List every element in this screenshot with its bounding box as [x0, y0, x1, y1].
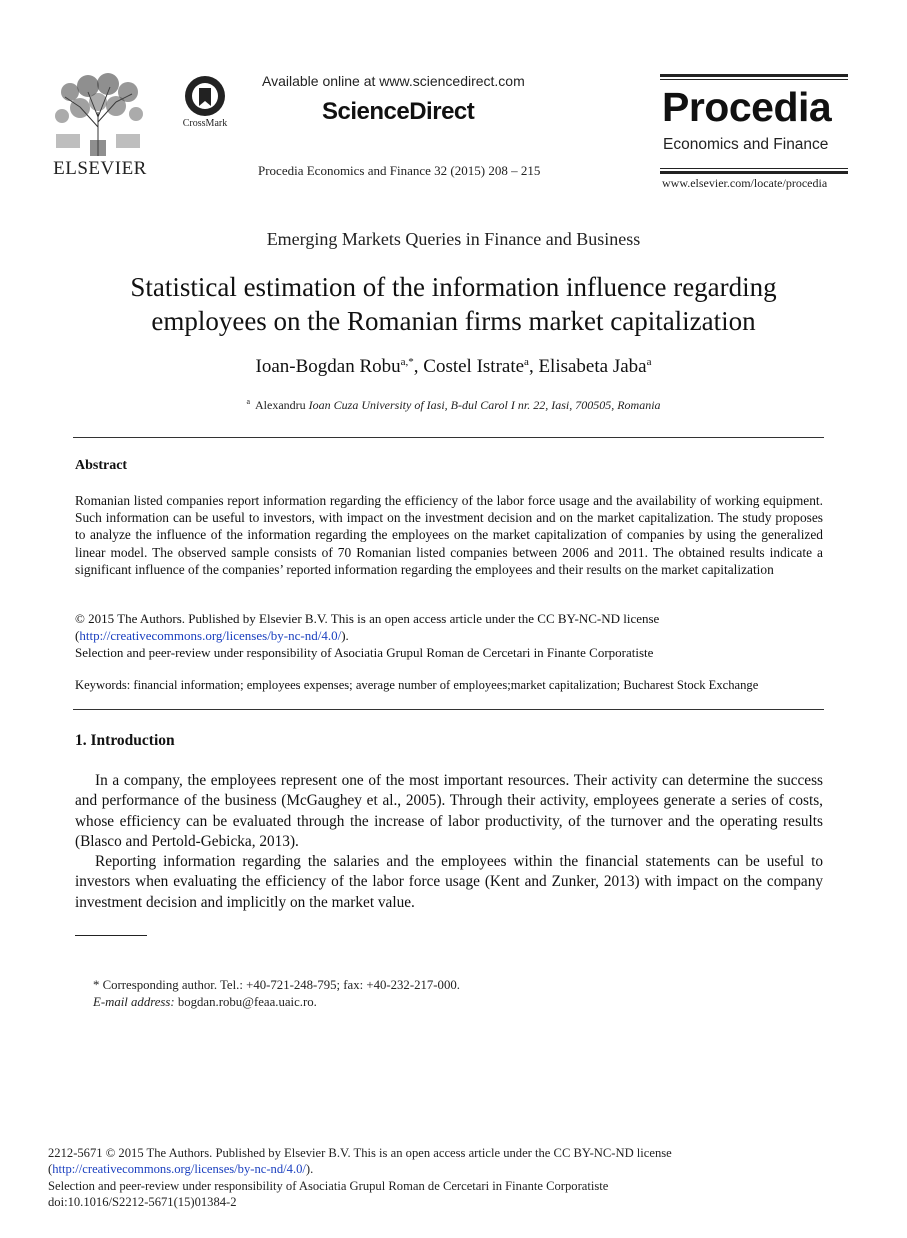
paper-title: Statistical estimation of the information influence regarding employees on the Romanian firms market capitalization	[130, 272, 777, 336]
crossmark-badge[interactable]	[170, 74, 240, 134]
journal-reference: Procedia Economics and Finance 32 (2015) 208 – 215	[258, 163, 541, 178]
doi[interactable]: doi:10.1016/S2212-5671(15)01384-2	[48, 1194, 237, 1209]
author-name: Ioan-Bogdan Robu	[255, 356, 401, 377]
available-online: Available online at www.sciencedirect.com	[262, 73, 525, 89]
affiliation-sup: a	[246, 397, 250, 406]
journal-url[interactable]: www.elsevier.com/locate/procedia	[662, 176, 828, 190]
publisher-name: ELSEVIER	[53, 158, 147, 179]
license-block	[75, 610, 823, 661]
author-name: Elisabeta Jaba	[538, 356, 647, 377]
procedia-bottom-rule-thin	[660, 168, 848, 169]
divider	[73, 709, 824, 710]
corresponding-author: * Corresponding author. Tel.: +40-721-248-795; fax: +40-232-217-000.	[93, 978, 460, 992]
crossmark-label: CrossMark	[182, 118, 228, 129]
conference-name: Emerging Markets Queries in Finance and Business	[266, 229, 641, 249]
procedia-top-rule	[660, 74, 848, 77]
journal-title: Procedia	[662, 84, 832, 130]
affiliation	[0, 397, 907, 413]
license-link[interactable]: http://creativecommons.org/licenses/by-nc-nd/4.0/	[79, 628, 342, 643]
author-list	[0, 356, 907, 378]
author-sup: a	[524, 356, 529, 368]
license-line: © 2015 The Authors. Published by Elsevier B.V. This is an open access article under the CC BY-NC-ND license	[75, 611, 660, 626]
author-name: Costel Istrate	[423, 356, 525, 377]
sciencedirect-logo[interactable]: ScienceDirect	[322, 98, 475, 125]
footnote	[93, 977, 460, 1010]
elsevier-logo	[50, 72, 146, 182]
footer-license: 2212-5671 © 2015 The Authors. Published by Elsevier B.V. This is an open access article under the CC BY-NC-ND license	[48, 1146, 672, 1160]
footer-link-line: (http://creativecommons.org/licenses/by-nc-nd/4.0/).	[48, 1162, 314, 1177]
footer-license-link[interactable]: http://creativecommons.org/licenses/by-nc-nd/4.0/	[52, 1162, 306, 1177]
email-line	[93, 994, 460, 1011]
affiliation-italic: Ioan Cuza University of Iasi, B-dul Carol I nr. 22, Iasi, 700505, Romania	[308, 398, 661, 412]
author-sup: a	[646, 356, 652, 368]
author-sep: ,	[413, 356, 424, 377]
elsevier-tree-icon	[50, 72, 146, 156]
affiliation-plain: Alexandru	[255, 398, 309, 412]
procedia-top-rule-thin	[660, 79, 848, 80]
divider	[73, 437, 824, 438]
section-heading: 1. Introduction	[75, 732, 175, 749]
paragraph: Reporting information regarding the salaries and the employees within the financial statements can be useful to investors when evaluating the efficiency of the labor force usage (Kent and Zunker, 2013) with impact on the company investment decision and implicitly on the market value.	[75, 853, 823, 911]
crossmark-icon	[170, 74, 240, 118]
procedia-bottom-rule	[660, 171, 848, 174]
email-address[interactable]: bogdan.robu@feaa.uaic.ro.	[174, 994, 317, 1009]
introduction-body	[75, 771, 823, 913]
abstract-heading: Abstract	[75, 458, 128, 473]
page-footer	[48, 1145, 848, 1210]
peer-review-line: Selection and peer-review under responsibility of Asociatia Grupul Roman de Cercetari in Finante Corporatiste	[75, 645, 654, 660]
license-link-line: (http://creativecommons.org/licenses/by-nc-nd/4.0/).	[75, 628, 349, 643]
procedia-logo	[660, 74, 848, 194]
abstract-text: Romanian listed companies report information regarding the efficiency of the labor force usage and the availability of working equipment. Such information can be useful to investors, with impact on the investment decision and on the market capitalization. The study proposes to analyze the influence of the information regarding the employees on the market capitalization of companies by using the generalized linear model. The observed sample consists of 70 Romanian listed companies between 2006 and 2011. The obtained results indicate a significant influence of the companies’ reported information regarding the employees and their results on the market capitalization	[75, 493, 823, 577]
author-sep: ,	[528, 356, 539, 377]
paragraph: In a company, the employees represent one of the most important resources. Their activity can determine the success and performance of the business (McGaughey et al., 2005). Through their activity, employees generate a series of costs, whose efficiency can be evaluated through the increase of labor productivity, of the turnover and the operating results (Blasco and Pertold-Gebicka, 2013).	[75, 772, 823, 850]
footnote-rule	[75, 935, 147, 936]
author-sup: a,*	[400, 356, 414, 368]
footer-peer-review: Selection and peer-review under responsibility of Asociatia Grupul Roman de Cercetari in Finante Corporatiste	[48, 1178, 609, 1193]
keywords: Keywords: financial information; employees expenses; average number of employees;market capitalization; Bucharest Stock Exchange	[75, 678, 759, 692]
email-label: E-mail address:	[93, 994, 175, 1009]
journal-subtitle: Economics and Finance	[663, 136, 829, 153]
